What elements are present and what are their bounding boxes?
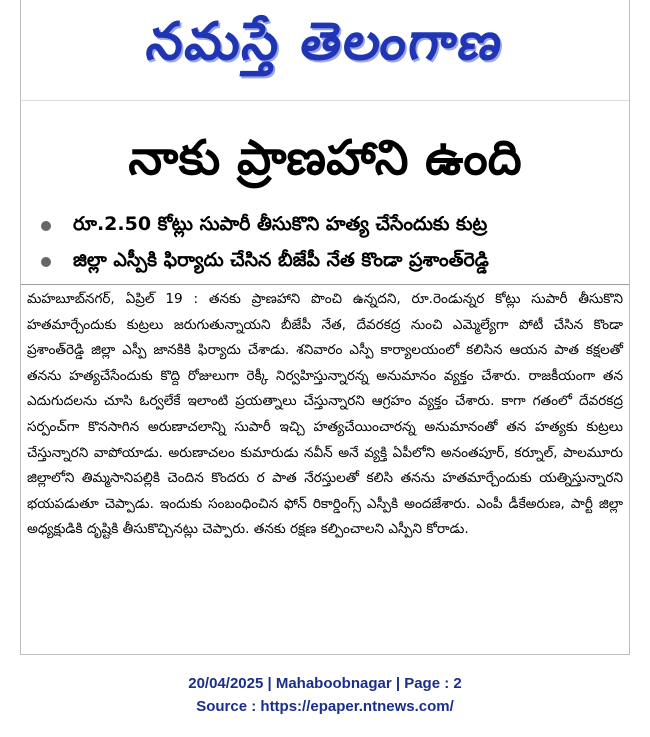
article-body: మహబూబ్‌నగర్, ఏప్రిల్ 19 : తనకు ప్రాణహాని పొంచి ఉన్నదని, రూ.రెండున్నర కోట్లు సుపారీ తీసుకొని హతమార్చేందుకు కుట్రలు జరుగుతున్నాయని బీజేపీ నేత, దేవరకద్ర నుంచి ఎమ్మెల్యేగా పోటీ చేసిన కొండా ప్రశాంత్‌రెడ్డి జిల్లా ఎస్పీ జానకికి ఫిర్యాదు చేశాడు. శనివారం ఎస్పీ కార్యాలయంలో కలిసిన ఆయన పాత కక్షలతో తనను హత్యచేసేందుకు కొద్ది రోజులుగా రెక్కీ నిర్వహిస్తున్నారన్న అనుమానం వ్యక్తం చేశారు. రాజకీయంగా తన ఎదుగుదలను చూసి ఓర్వలేకే ఇలాంటి ప్రయత్నాలు చేస్తున్నారని ఆగ్రహం వ్యక్తం చేశారు. కాగా గతంలో దేవరకద్ర సర్పంచ్‌గా కొనసాగిన అరుణాచలాన్ని సుపారీ ఇచ్చి హత్యచేయించారన్న అనుమానంతో తన హత్యకు కుట్రలు చేస్తున్నారని వాపోయాడు. అరుణాచలం కుమారుడు నవీన్ అనే వ్యక్తి ఏపీలోని అనంతపూర్, కర్నూల్, పాలమూరు జిల్లాలోని తిమ్మసానిపల్లికి చెందిన కొందరు ర పాత నేరస్తులతో కలిసి తనను హతమార్చేందుకు యత్నిస్తున్నారని భయపడుతూ చెప్పాడు. ఇందుకు సంబంధించిన ఫోన్ రికార్డింగ్స్ ఎస్పీకి అందజేశారు. ఎంపీ డీకేఅరుణ, పార్టీ జిల్లా అధ్యక్షుడికి దృష్టికి తీసుకొచ్చినట్లు చెప్పారు. తనకు రక్షణ కల్పించాలని ఎస్పీని కోరాడు. <box>27 291 623 538</box>
bullet-icon <box>41 257 51 267</box>
subheadline-text: జిల్లా ఎస్పీకి ఫిర్యాదు చేసిన బీజేపీ నేత కొండా ప్రశాంత్‌రెడ్డి <box>73 248 489 271</box>
edition-meta: 20/04/2025 | Mahaboobnagar | Page : 2 <box>188 675 462 692</box>
bullet-icon <box>41 221 51 231</box>
subheadline-list <box>41 208 621 280</box>
source-link[interactable]: Source : https://epaper.ntnews.com/ <box>196 698 454 715</box>
article-headline: నాకు ప్రాణహాని ఉంది <box>128 130 522 186</box>
masthead <box>21 0 629 101</box>
newspaper-logo: నమస్తే తెలంగాణ <box>142 12 508 72</box>
news-clipping <box>20 0 630 655</box>
clipping-footer <box>0 672 650 718</box>
subheadline-item <box>41 208 621 244</box>
subheadline-item <box>41 244 621 280</box>
subheadline-text: రూ.2.50 కోట్లు సుపారీ తీసుకొని హత్య చేసేందుకు కుట్ర <box>73 212 488 235</box>
divider <box>21 284 629 285</box>
